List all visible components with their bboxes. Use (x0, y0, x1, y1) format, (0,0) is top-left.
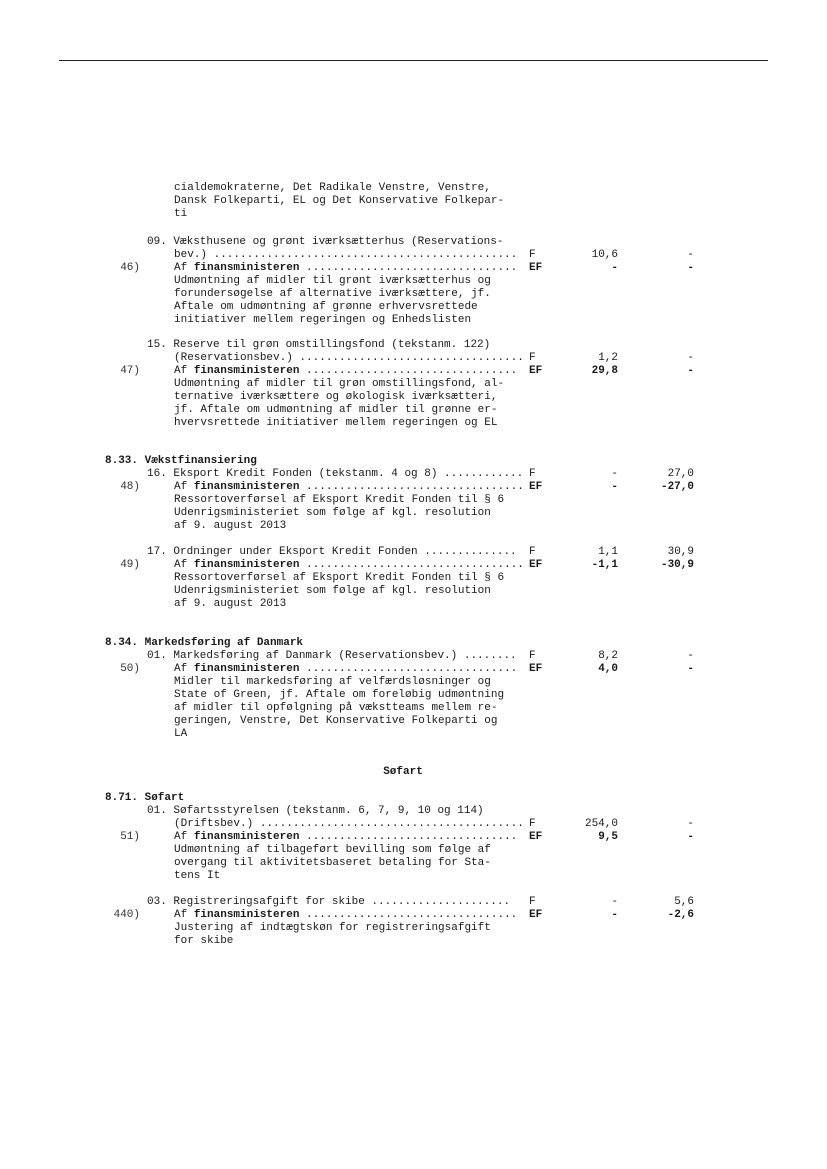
af-amount-a: 9,5 (598, 831, 618, 843)
description-line: Udmøntning af midler til grønt iværksætterhus og (174, 275, 491, 287)
header-rule (59, 60, 768, 61)
item-code: F (529, 249, 536, 261)
af-prefix: Af (174, 663, 194, 675)
item-code: F (529, 352, 536, 364)
minister-name: finansministeren (193, 831, 300, 843)
item-title: 01. Søfartsstyrelsen (tekstanm. 6, 7, 9, 10 og 114) (147, 805, 484, 817)
af-prefix: Af (174, 831, 194, 843)
af-amount-b: - (687, 831, 694, 843)
af-line (174, 559, 524, 572)
af-prefix: Af (174, 559, 194, 571)
note-number: 47) (120, 365, 140, 377)
minister-name: finansministeren (193, 481, 300, 493)
description-line: Ressortoverførsel af Eksport Kredit Fonden til § 6 (174, 572, 505, 584)
af-amount-b: - (687, 365, 694, 377)
item-title: 09. Væksthusene og grønt iværksætterhus (Reservations- (147, 236, 504, 248)
item-amount-b: 27,0 (667, 468, 694, 480)
item-amount-a: - (611, 896, 618, 908)
description-line: Udmøntning af midler til grøn omstillingsfond, al- (174, 378, 505, 390)
note-number: 51) (120, 831, 140, 843)
af-amount-a: -1,1 (591, 559, 618, 571)
af-amount-a: - (611, 262, 618, 274)
description-line: af 9. august 2013 (174, 598, 287, 610)
note-number: 48) (120, 481, 140, 493)
description-line: Justering af indtægtskøn for registreringsafgift (174, 922, 491, 934)
item-title: 17. Ordninger under Eksport Kredit Fonden .............. (147, 546, 517, 558)
af-amount-b: -30,9 (660, 559, 694, 571)
description-line: forundersøgelse af alternative iværksættere, jf. (174, 288, 491, 300)
af-prefix: Af (174, 262, 194, 274)
note-number: 46) (120, 262, 140, 274)
af-amount-a: 4,0 (598, 663, 618, 675)
af-code: EF (529, 559, 543, 571)
section-heading: 8.34. Markedsføring af Danmark (105, 637, 304, 649)
item-amount-a: 10,6 (591, 249, 618, 261)
af-code: EF (529, 365, 543, 377)
item-title-cont: (Reservationsbev.) .................................. (174, 352, 524, 364)
section-heading: 8.71. Søfart (105, 792, 185, 804)
description-line: Aftale om udmøntning af grønne erhvervsrettede (174, 301, 478, 313)
leader-dots: ................................ (299, 663, 518, 675)
item-code: F (529, 546, 536, 558)
af-line (174, 831, 517, 844)
af-code: EF (529, 909, 543, 921)
note-number: 49) (120, 559, 140, 571)
item-amount-b: - (687, 352, 694, 364)
item-amount-a: 1,1 (598, 546, 618, 558)
description-line: geringen, Venstre, Det Konservative Folkeparti og (174, 715, 498, 727)
text-line: Dansk Folkeparti, EL og Det Konservative Folkepar- (174, 195, 505, 207)
description-line: Udmøntning af tilbageført bevilling som følge af (174, 844, 491, 856)
item-code: F (529, 896, 536, 908)
item-title: 01. Markedsføring af Danmark (Reservationsbev.) ........ (147, 650, 517, 662)
item-title: 15. Reserve til grøn omstillingsfond (tekstanm. 122) (147, 339, 491, 351)
section-heading: 8.33. Vækstfinansiering (105, 455, 257, 467)
item-amount-b: 5,6 (674, 896, 694, 908)
item-title: 16. Eksport Kredit Fonden (tekstanm. 4 og 8) ............ (147, 468, 524, 480)
description-line: hvervsrettede initiativer mellem regeringen og EL (174, 417, 498, 429)
center-heading: Søfart (383, 766, 423, 778)
description-line: af midler til opfølgning på vækstteams mellem re- (174, 702, 498, 714)
description-line: Udenrigsministeriet som følge af kgl. resolution (174, 507, 491, 519)
text-line: cialdemokraterne, Det Radikale Venstre, Venstre, (174, 182, 491, 194)
item-code: F (529, 468, 536, 480)
af-code: EF (529, 481, 543, 493)
description-line: Ressortoverførsel af Eksport Kredit Fonden til § 6 (174, 494, 505, 506)
leader-dots: ................................. (299, 481, 524, 493)
af-amount-b: -27,0 (660, 481, 694, 493)
item-amount-b: - (687, 650, 694, 662)
item-title: 03. Registreringsafgift for skibe ..................... (147, 896, 511, 908)
minister-name: finansministeren (193, 365, 300, 377)
af-amount-a: 29,8 (591, 365, 618, 377)
af-amount-a: - (611, 481, 618, 493)
item-amount-b: 30,9 (667, 546, 694, 558)
description-line: Midler til markedsføring af velfærdsløsninger og (174, 676, 491, 688)
leader-dots: ................................. (299, 559, 524, 571)
leader-dots: ................................ (299, 262, 518, 274)
note-number: 50) (120, 663, 140, 675)
af-line (174, 262, 517, 275)
af-code: EF (529, 262, 543, 274)
af-prefix: Af (174, 909, 194, 921)
af-amount-b: - (687, 663, 694, 675)
af-line (174, 663, 517, 676)
note-number: 440) (113, 909, 140, 921)
minister-name: finansministeren (193, 559, 300, 571)
minister-name: finansministeren (193, 262, 300, 274)
af-code: EF (529, 831, 543, 843)
description-line: Udenrigsministeriet som følge af kgl. resolution (174, 585, 491, 597)
description-line: ternative iværksættere og økologisk iværksætteri, (174, 391, 498, 403)
af-amount-b: - (687, 262, 694, 274)
description-line: State of Green, jf. Aftale om foreløbig udmøntning (174, 689, 505, 701)
item-title-cont: (Driftsbev.) ........................................ (174, 818, 524, 830)
description-line: LA (174, 728, 188, 740)
af-line (174, 481, 524, 494)
leader-dots: ................................ (299, 909, 518, 921)
item-code: F (529, 650, 536, 662)
description-line: for skibe (174, 935, 234, 947)
minister-name: finansministeren (193, 663, 300, 675)
minister-name: finansministeren (193, 909, 300, 921)
leader-dots: ................................ (299, 831, 518, 843)
item-amount-b: - (687, 818, 694, 830)
item-amount-a: 1,2 (598, 352, 618, 364)
af-line (174, 365, 517, 378)
item-title-cont: bev.) .............................................. (174, 249, 518, 261)
af-line (174, 909, 517, 922)
description-line: initiativer mellem regeringen og Enhedslisten (174, 314, 472, 326)
item-amount-a: 8,2 (598, 650, 618, 662)
leader-dots: ................................ (299, 365, 518, 377)
item-code: F (529, 818, 536, 830)
af-prefix: Af (174, 481, 194, 493)
af-prefix: Af (174, 365, 194, 377)
description-line: overgang til aktivitetsbaseret betaling for Sta- (174, 857, 491, 869)
item-amount-a: 254,0 (584, 818, 618, 830)
af-code: EF (529, 663, 543, 675)
item-amount-a: - (611, 468, 618, 480)
description-line: jf. Aftale om udmøntning af midler til grønne er- (174, 404, 498, 416)
item-amount-b: - (687, 249, 694, 261)
description-line: af 9. august 2013 (174, 520, 287, 532)
af-amount-a: - (611, 909, 618, 921)
description-line: tens It (174, 870, 221, 882)
af-amount-b: -2,6 (667, 909, 694, 921)
text-line: ti (174, 208, 188, 220)
